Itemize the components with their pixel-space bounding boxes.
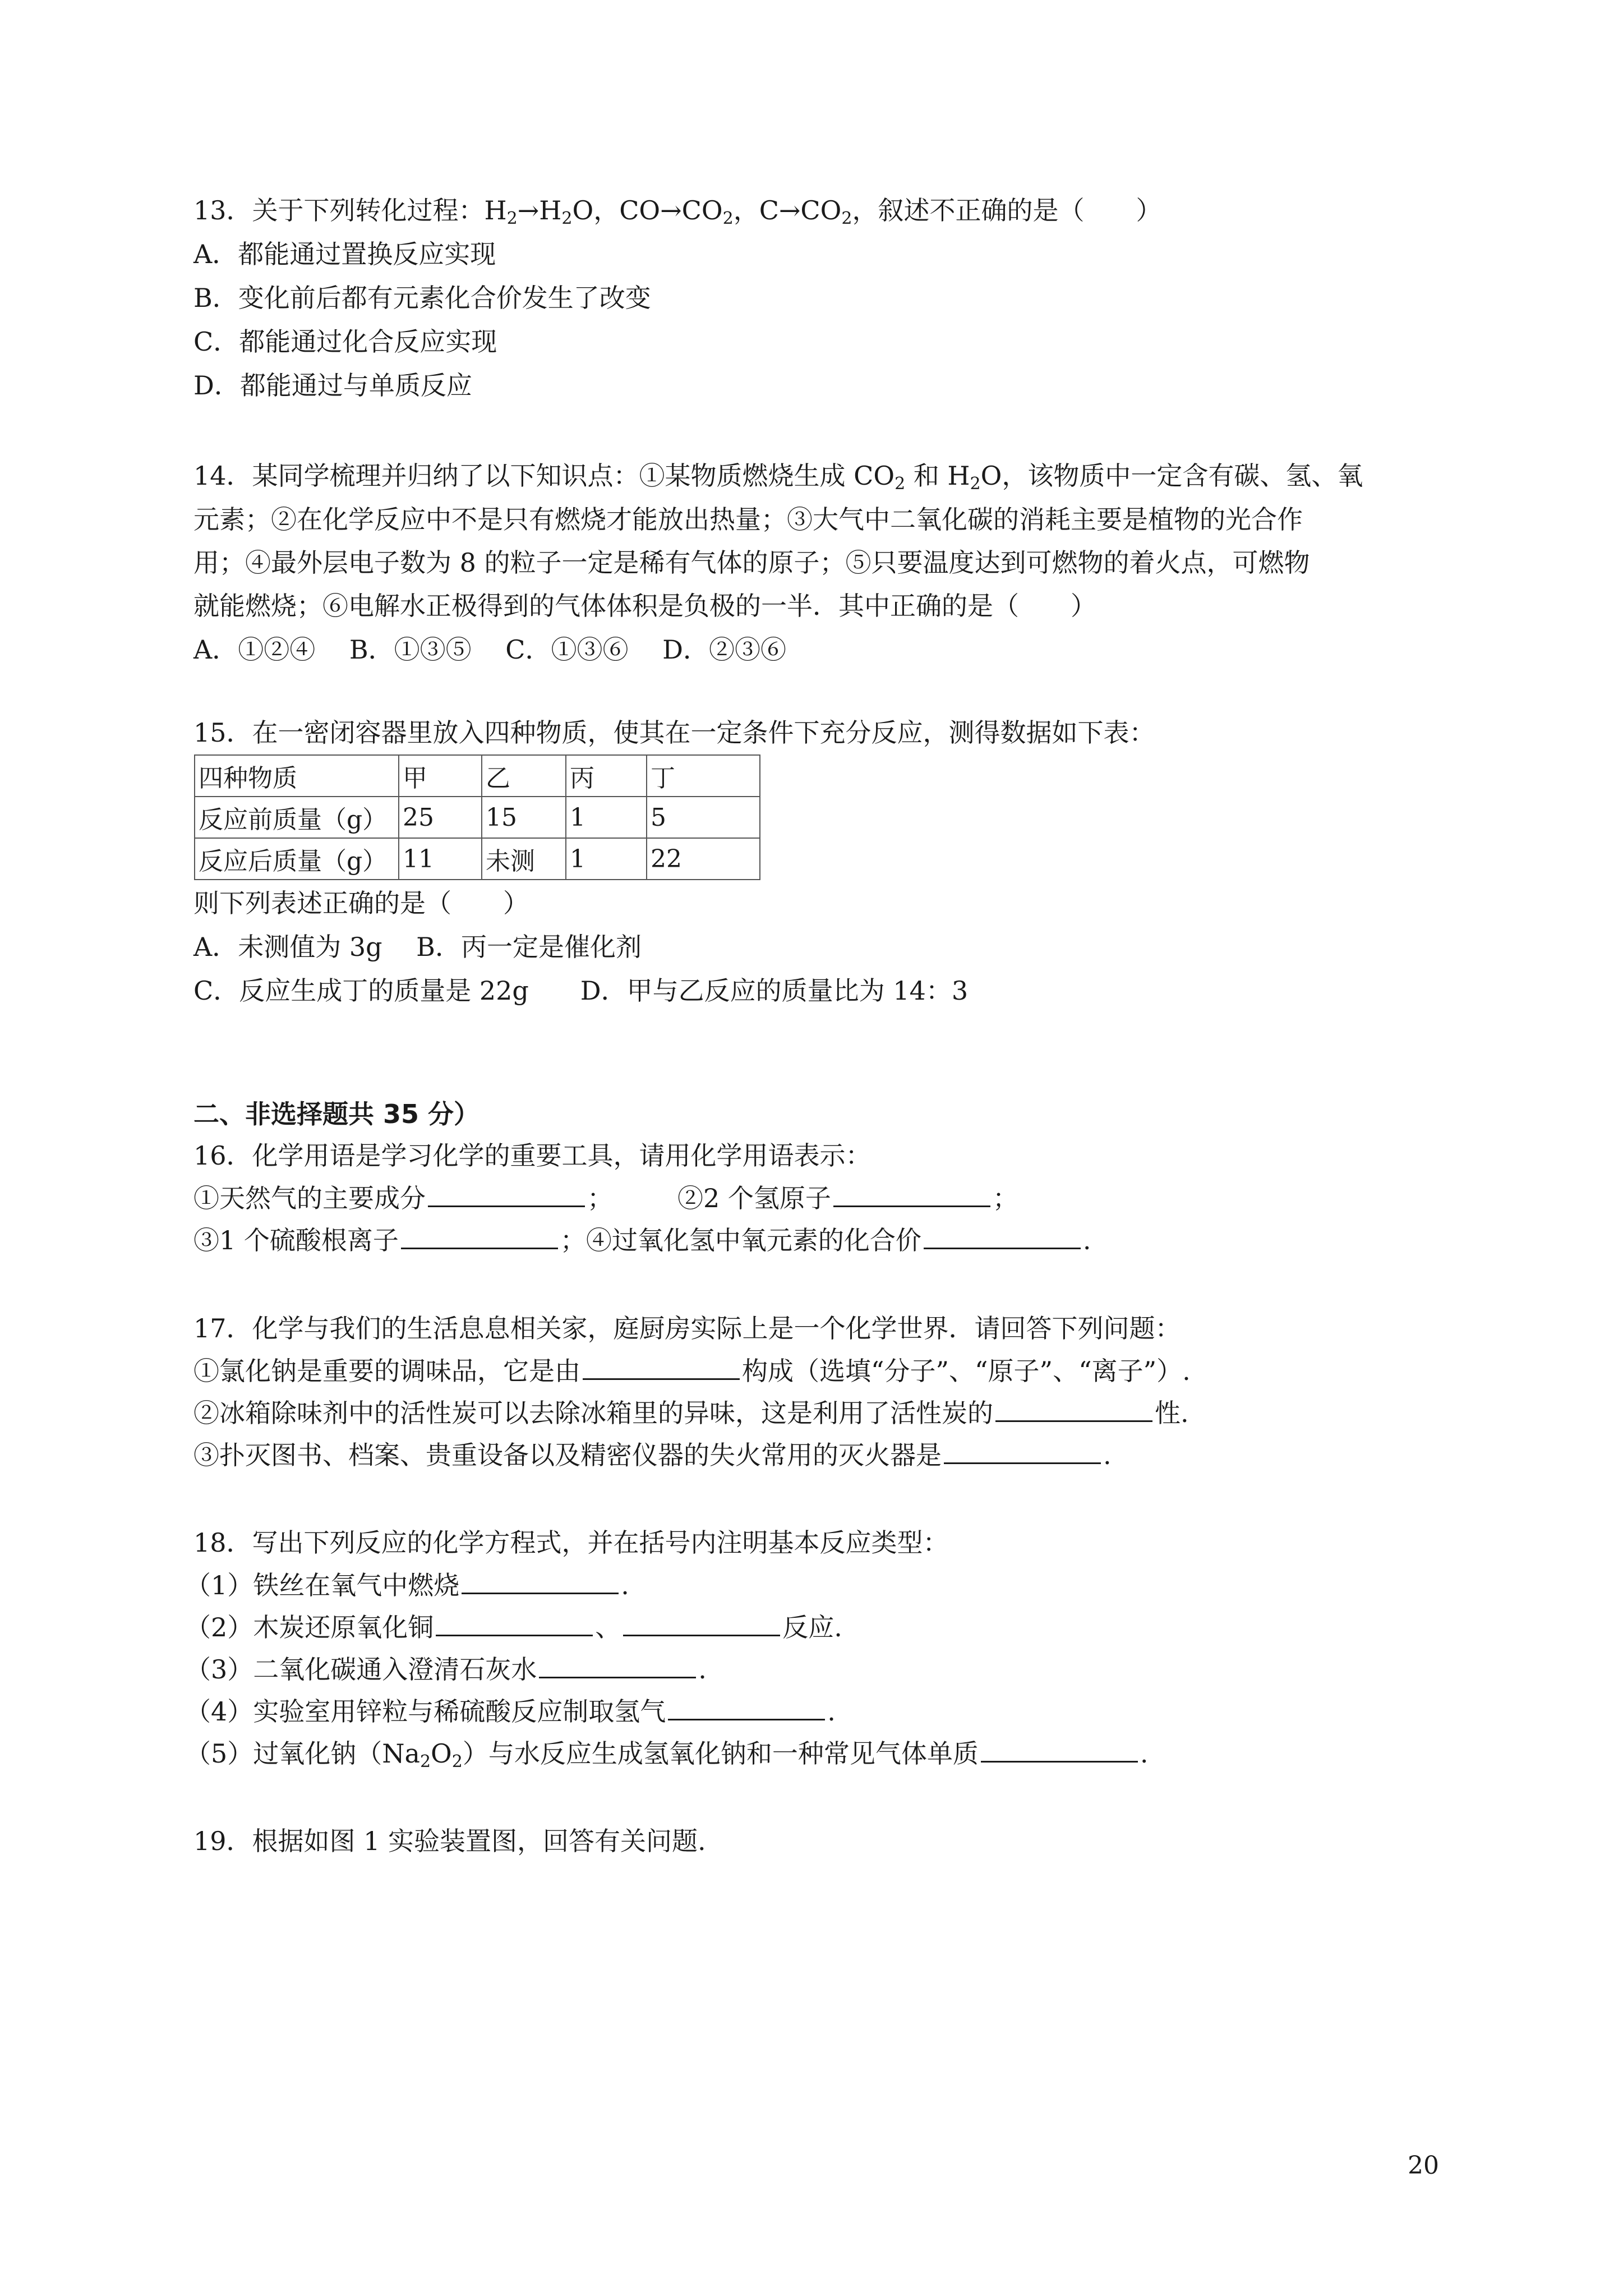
q13-stem: 13．关于下列转化过程：$H_2\to H_2O$，$CO\to CO_2$，$C\to CO_2$，叙述不正确的是（ ）: [193, 195, 1162, 228]
answer-blank[interactable]: [924, 1223, 1081, 1249]
q15-options-cd: C．反应生成丁的质量是 22g D．甲与乙反应的质量比为 14：3: [193, 976, 969, 1006]
answer-blank[interactable]: [583, 1354, 740, 1380]
q14-line-4: 就能燃烧；⑥电解水正极得到的气体体积是负极的一半．其中正确的是（ ）: [193, 591, 1096, 621]
q17-line-2: ②冰箱除味剂中的活性炭可以去除冰箱里的异味，这是利用了活性炭的 性.: [193, 1396, 1189, 1430]
q18-item-2: （2）木炭还原氧化铜 、 反应.: [185, 1610, 842, 1644]
q18-item-5: （5）过氧化钠$(Na_2O_2)$与水反应生成氢氧化钠和一种常见气体单质 .: [185, 1736, 1148, 1770]
answer-blank[interactable]: [981, 1736, 1138, 1763]
answer-blank[interactable]: [428, 1181, 585, 1207]
table-cell: 5: [647, 797, 760, 838]
q18-stem: 18．写出下列反应的化学方程式，并在括号内注明基本反应类型：: [193, 1527, 949, 1558]
q15-question: 则下列表述正确的是（ ）: [193, 888, 529, 918]
q17-stem: 17．化学与我们的生活息息相关家，庭厨房实际上是一个化学世界．请回答下列问题：: [193, 1313, 1181, 1343]
answer-blank[interactable]: [462, 1568, 619, 1594]
q13-option-d: D．都能通过与单质反应: [193, 370, 472, 401]
table-row: [195, 797, 760, 838]
table-cell: 四种物质: [195, 755, 399, 797]
q18-item-4: （4）实验室用锌粒与稀硫酸反应制取氢气 .: [185, 1694, 836, 1728]
q14-line-1: 14．某同学梳理并归纳了以下知识点：①某物质燃烧生成 $CO_2$ 和 $H_2O$，该物质中一定含有碳、氢、氧: [193, 461, 1363, 494]
q16-line-1: ①天然气的主要成分 ； ②2 个氢原子 ；: [193, 1181, 1018, 1215]
table-cell: 1: [566, 838, 647, 880]
q15-stem: 15．在一密闭容器里放入四种物质，使其在一定条件下充分反应，测得数据如下表：: [193, 717, 1155, 748]
q13-option-c: C．都能通过化合反应实现: [193, 326, 497, 357]
q13-option-b: B．变化前后都有元素化合价发生了改变: [193, 283, 651, 313]
q15-mass-table: [194, 754, 760, 880]
answer-blank[interactable]: [668, 1694, 825, 1720]
table-cell: 甲: [399, 755, 482, 797]
table-cell: 25: [399, 797, 482, 838]
table-row: [195, 838, 760, 880]
q16-stem: 16．化学用语是学习化学的重要工具，请用化学用语表示：: [193, 1140, 872, 1171]
answer-blank[interactable]: [995, 1396, 1152, 1422]
table-cell: 乙: [482, 755, 566, 797]
table-cell: 反应前质量（g）: [195, 797, 399, 838]
answer-blank[interactable]: [401, 1223, 558, 1249]
table-cell: 丙: [566, 755, 647, 797]
q14-line-2: 元素；②在化学反应中不是只有燃烧才能放出热量；③大气中二氧化碳的消耗主要是植物的光合作: [193, 504, 1303, 535]
answer-blank[interactable]: [833, 1181, 990, 1207]
q17-line-3: ③扑灭图书、档案、贵重设备以及精密仪器的失火常用的灭火器是 .: [193, 1438, 1112, 1472]
q14-options: A．①②④ B．①③⑤ C．①③⑥ D．②③⑥: [193, 634, 786, 665]
answer-blank[interactable]: [539, 1652, 696, 1678]
table-row: [195, 755, 760, 797]
q16-line-2: ③1 个硫酸根离子 ；④过氧化氢中氧元素的化合价 .: [193, 1223, 1091, 1257]
page-number: 20: [1408, 2151, 1439, 2180]
q17-line-1: ①氯化钠是重要的调味品，它是由 构成（选填“分子”、“原子”、“离子”）.: [193, 1354, 1191, 1388]
q19-stem: 19．根据如图 1 实验装置图，回答有关问题.: [193, 1826, 706, 1856]
answer-blank[interactable]: [623, 1610, 780, 1636]
q18-item-1: （1）铁丝在氧气中燃烧 .: [185, 1568, 629, 1602]
answer-blank[interactable]: [436, 1610, 593, 1636]
q13-option-a: A．都能通过置换反应实现: [193, 239, 496, 269]
table-cell: 22: [647, 838, 760, 880]
table-cell: 11: [399, 838, 482, 880]
table-cell: 未测: [482, 838, 566, 880]
table-cell: 15: [482, 797, 566, 838]
table-cell: 丁: [647, 755, 760, 797]
q18-item-3: （3）二氧化碳通入澄清石灰水 .: [185, 1652, 707, 1686]
q15-options-ab: A．未测值为 3g B．丙一定是催化剂: [193, 932, 642, 962]
table-cell: 反应后质量（g）: [195, 838, 399, 880]
q14-line-3: 用；④最外层电子数为 8 的粒子一定是稀有气体的原子；⑤只要温度达到可燃物的着火点，可燃物: [193, 547, 1310, 578]
answer-blank[interactable]: [944, 1438, 1101, 1464]
table-cell: 1: [566, 797, 647, 838]
section-2-title: 二、非选择题共 35 分）: [193, 1099, 480, 1129]
